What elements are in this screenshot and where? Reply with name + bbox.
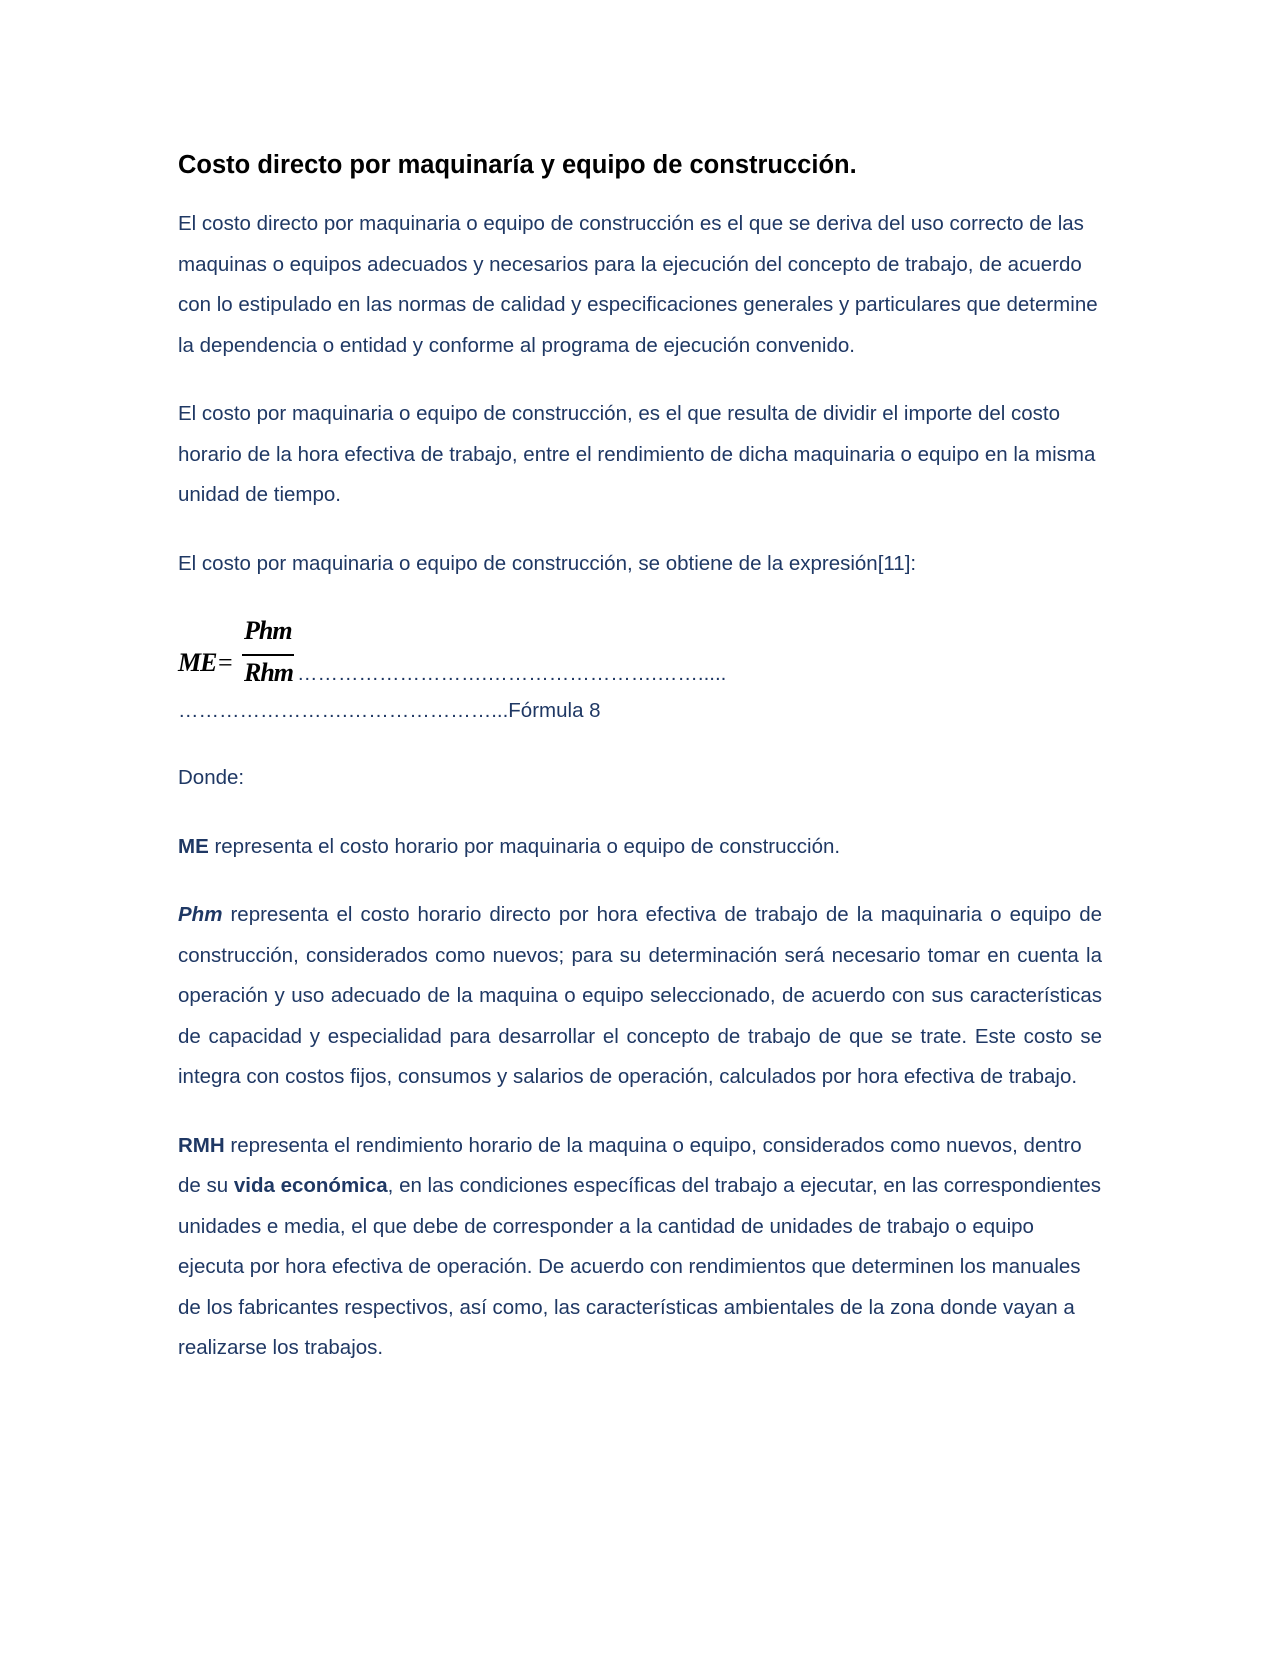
definition-me (178, 827, 1102, 868)
formula-leader-dots: ……………………….…………………….……..... (297, 662, 727, 685)
donde-label: Donde: (178, 766, 245, 789)
paragraph-expression-intro: El costo por maquinaria o equipo de construcción, se obtiene de la expresión[11]: (178, 551, 917, 575)
formula-label: …………………….…………………...Fórmula 8 (178, 699, 601, 722)
paragraph-definition: El costo directo por maquinaria o equipo de construcción es el que se deriva del uso correcto de las maquinas o equipos adecuados y necesarios para la ejecución del concepto de trabajo, de acuerdo con lo estipulado en las normas de calidad y especificaciones generales y particulares que determine la dependencia o entidad y conforme al programa de ejecución convenido. (178, 212, 1098, 357)
paragraph-calculation: El costo por maquinaria o equipo de construcción, es el que resulta de dividir el importe del costo horario de la hora efectiva de trabajo, entre el rendimiento de dicha maquinaria o equipo en la misma unidad de tiempo. (178, 402, 1096, 506)
term-rmh: RMH (178, 1133, 225, 1157)
document-page (178, 148, 1102, 1397)
term-me: ME (178, 834, 209, 858)
formula-block (178, 612, 1102, 732)
formula-numerator: Phm (244, 616, 292, 645)
definition-phm (178, 895, 1102, 1098)
formula-denominator: Rhm (244, 658, 294, 687)
formula-equals: = (218, 648, 233, 677)
definition-rmh (178, 1126, 1102, 1369)
definition-rmh-text-before: representa el rendimiento horario de la maquina o equipo, considerados como nuevos, dentro de su (178, 1133, 1082, 1197)
definition-me-text: representa el costo horario por maquinaria o equipo de construcción. (208, 834, 841, 858)
definition-rmh-emphasis: vida económica (233, 1174, 388, 1197)
formula-fraction-bar (242, 654, 294, 656)
formula-lhs: ME (178, 648, 217, 677)
definition-rmh-text-after: , en las condiciones específicas del trabajo a ejecutar, en las correspondientes unidades e media, el que debe de corresponder a la cantidad de unidades de trabajo o equipo ejecuta por hora efectiva de operación. De acuerdo con rendimientos que determinen los manuales de los fabricantes respectivos, así como, las características ambientales de la zona donde vayan a realizarse los trabajos. (178, 1174, 1102, 1359)
document-title: Costo directo por maquinaría y equipo de construcción. (178, 151, 857, 179)
definition-phm-text: representa el costo horario directo por hora efectiva de trabajo de la maquinaria o equipo de construcción, considerados como nuevos; para su determinación será necesario tomar en cuenta la operación y uso adecuado de la maquina o equipo seleccionado, de acuerdo con sus características de capacidad y especialidad para desarrollar el concepto de trabajo de que se trate. Este costo se integra con costos fijos, consumos y salarios de operación, calculados por hora efectiva de trabajo. (178, 903, 1102, 1088)
term-phm: Phm (178, 903, 223, 926)
